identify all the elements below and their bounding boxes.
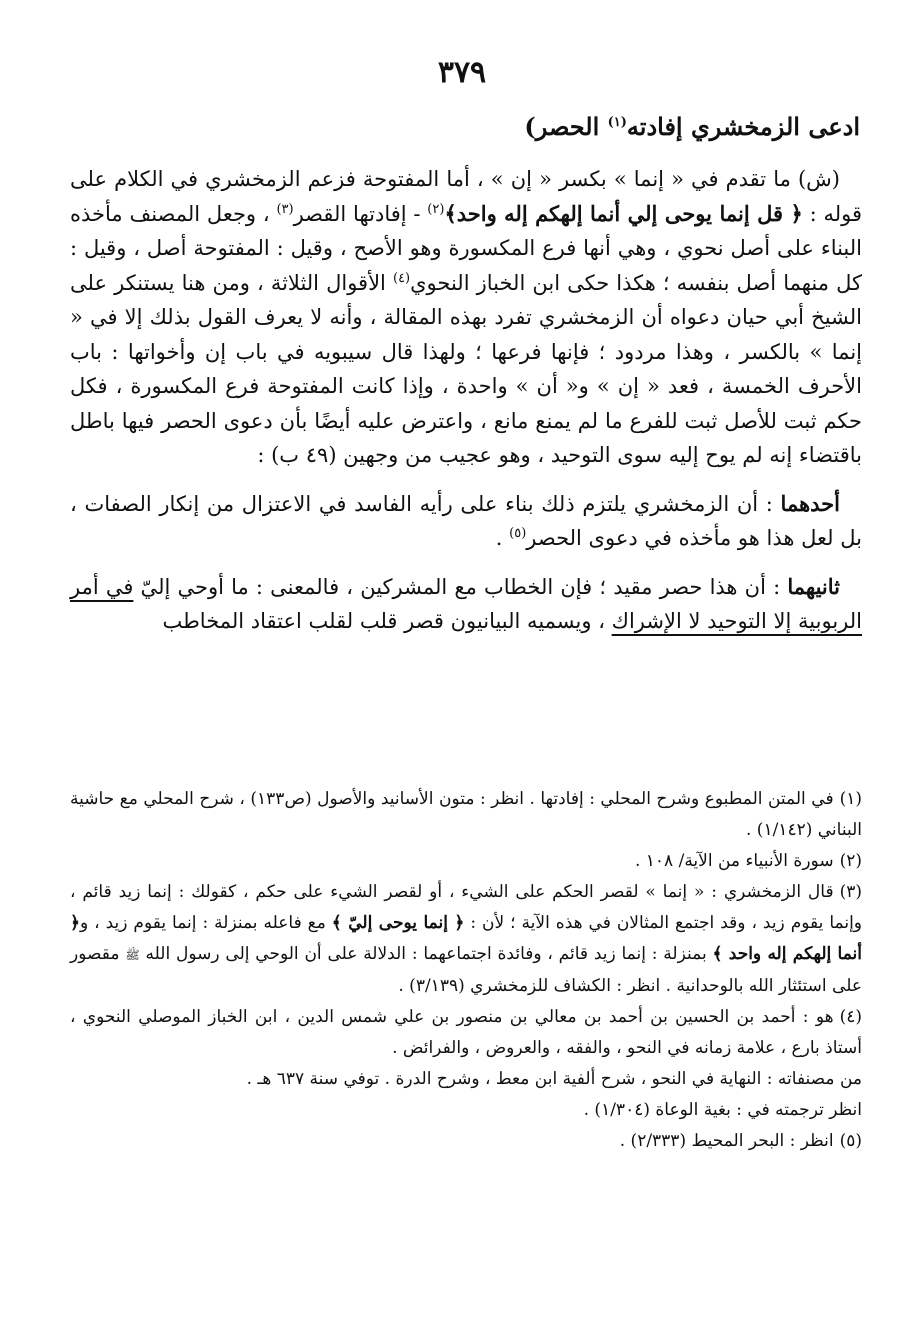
- footnote-marker: (١): [839, 789, 862, 809]
- text-run: ، ويسميه البيانيون قصر قلب لقلب اعتقاد المخاطب: [162, 609, 612, 633]
- lead-word: ثانيهما: [787, 573, 840, 599]
- text-run: مقصور على استئثار الله بالوحدانية . انظر : الكشاف للزمخشري (٣/١٣٩) .: [70, 944, 862, 996]
- paragraph: [70, 570, 862, 639]
- text-run: من مصنفاته : النهاية في النحو ، شرح ألفية ابن معط ، وشرح الدرة . توفي سنة ٦٣٧ هـ .: [246, 1069, 862, 1089]
- footnote-ref: (٢): [427, 201, 445, 217]
- text-run: سورة الأنبياء من الآية/ ١٠٨ .: [634, 851, 834, 871]
- lead-word: أحدهما: [780, 490, 840, 516]
- footnote-continuation: [70, 1095, 862, 1126]
- quran-quote: ﴿ قل إنما يوحى إلي أنما إلهكم إله واحد﴾: [444, 200, 803, 226]
- footnote: [70, 1126, 862, 1157]
- paragraph: [70, 162, 862, 473]
- text-run: ، وجعل المصنف مأخذه البناء على أصل نحوي ، وهي أنها فرع المكسورة وهو الأصح ، وقيل : المفتوحة أصل ، وقيل : كل منهما أصل بنفسه ؛ هكذا حكى ابن الخباز النحوي: [70, 201, 862, 295]
- text-run: ﷺ: [125, 948, 140, 962]
- quran-quote: ﴿ أنما إلهكم إله واحد ﴾: [70, 913, 863, 964]
- footnote: [70, 1002, 862, 1064]
- heading-tail: الحصر): [524, 112, 608, 141]
- section-heading: [64, 112, 860, 141]
- footnotes: [70, 780, 862, 1157]
- footnote-ref: (٥): [509, 526, 527, 541]
- text-run: مع فاعله بمنزلة : إنما يقوم زيد ، و: [79, 913, 332, 933]
- footnote-ref: (٤): [392, 270, 411, 286]
- quran-quote: ﴿ إنما يوحى إليّ ﴾: [331, 913, 465, 933]
- footnote-marker: (٥): [839, 1131, 862, 1151]
- text-run: في المتن المطبوع وشرح المحلي : إفادتها . انظر : متون الأسانيد والأصول (ص١٣٣) ، شرح المحلي مع حاشية البناني (١/١٤٢) .: [70, 789, 862, 840]
- footnote-continuation: [70, 1064, 862, 1095]
- footnote-marker: (٢): [839, 851, 862, 871]
- heading-footnote-ref: (١): [607, 115, 627, 130]
- text-run: قال الزمخشري : « إنما » لقصر الحكم على الشيء ، أو لقصر الشيء على حكم ، كقولك : إنما زيد قائم ، وإنما يقوم زيد ، وقد اجتمع المثالان في هذه الآية ؛ لأن :: [70, 882, 863, 933]
- heading-text: ادعى الزمخشري إفادته: [626, 112, 860, 141]
- footnote-ref: (٣): [276, 201, 294, 217]
- footnote-marker: (٣): [839, 882, 862, 902]
- footnote: [70, 846, 862, 877]
- text-run: انظر ترجمته في : بغية الوعاة (١/٣٠٤) .: [583, 1100, 862, 1120]
- text-run: : أن هذا حصر مقيد ؛ فإن الخطاب مع المشركين ، فالمعنى : ما أوحي إليّ: [133, 574, 788, 599]
- footnote-marker: (٤): [839, 1007, 862, 1027]
- footnote: [70, 877, 862, 1002]
- text-run: - إفادتها القصر: [293, 201, 428, 226]
- footnote: [70, 784, 862, 846]
- text-run: بمنزلة : إنما زيد قائم ، وفائدة اجتماعهما : الدلالة على أن الوحي إلى رسول الله: [139, 944, 713, 964]
- underlined-phrase: في أمر الربوبية إلا التوحيد لا الإشراك: [70, 574, 862, 633]
- text-run: .: [495, 526, 510, 550]
- text-run: : أن الزمخشري يلتزم ذلك بناء على رأيه الفاسد في الاعتزال من إنكار الصفات ، بل لعل هذا هو مأخذه في دعوى الحصر: [70, 491, 862, 550]
- main-text: [70, 162, 862, 639]
- text-run: الأقوال الثلاثة ، ومن هنا يستنكر على الشيخ أبي حيان دعواه أن الزمخشري تفرد بهذه المقالة ، وأنه لا يعرف القول بذلك إلا في « إنما » بالكسر ، وهذا مردود ؛ فإنها فرعها ؛ ولهذا قال سيبويه في باب إن وأخواتها : باب الأحرف الخمسة ، فعد « إن » و« أن » واحدة ، وإذا كانت المفتوحة فرع المكسورة ، فكل حكم ثبت للأصل ثبت للفرع ما لم يمنع مانع ، واعترض عليه أيضًا بأن دعوى الحصر فيها باطل باقتضاء إنه لم يوح إليه سوى التوحيد ، وهو عجيب من وجهين (٤٩ ب) :: [70, 270, 862, 467]
- text-run: انظر : البحر المحيط (٢/٣٣٣) .: [619, 1131, 834, 1151]
- text-run: (ش) ما تقدم في « إنما » بكسر « إن » ، أما المفتوحة فزعم الزمخشري في الكلام على قوله :: [70, 167, 862, 226]
- paragraph: [70, 487, 862, 556]
- page-number: ٣٧٩: [437, 55, 487, 90]
- text-run: هو : أحمد بن الحسين بن أحمد بن معالي بن منصور بن علي شمس الدين ، ابن الخباز الموصلي النحوي ، أستاذ بارع ، علامة زمانه في النحو ، والفقه ، والعروض ، والفرائض .: [70, 1007, 862, 1058]
